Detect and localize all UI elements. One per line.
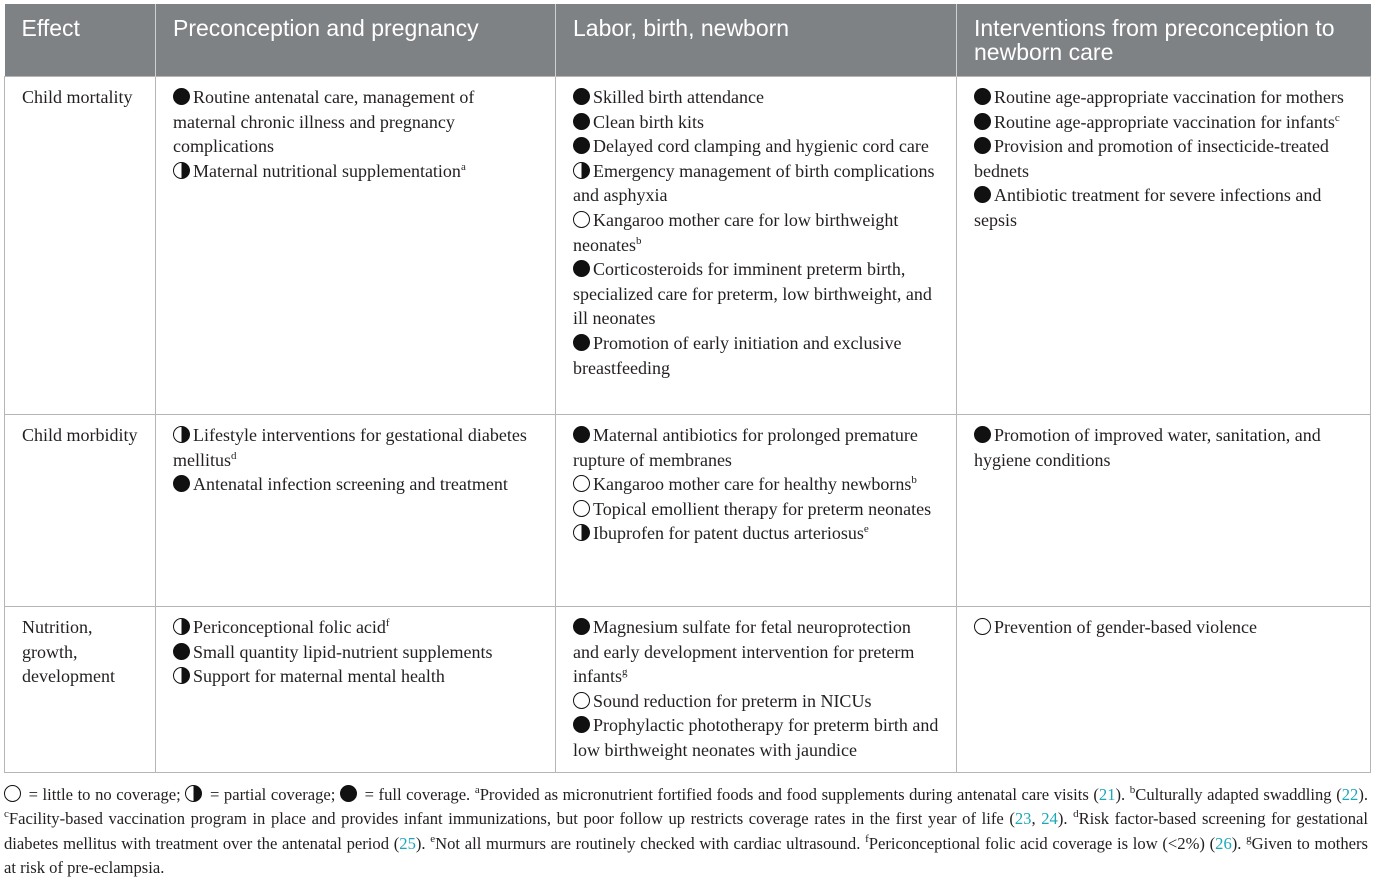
intervention-text: Antibiotic treatment for severe infections and sepsis xyxy=(974,185,1322,230)
partial-coverage-circle-icon xyxy=(573,162,590,179)
intervention-item xyxy=(974,110,1353,135)
intervention-text: Clean birth kits xyxy=(593,111,704,132)
full-coverage-circle-icon xyxy=(974,186,991,203)
footnote-mark: b xyxy=(635,234,642,247)
intervention-item xyxy=(573,521,939,546)
table-row xyxy=(5,77,1371,415)
footnote-tail: ). xyxy=(1231,833,1247,853)
interventions-cell xyxy=(957,607,1371,773)
intervention-item xyxy=(173,640,538,665)
full-coverage-circle-icon xyxy=(573,260,590,277)
intervention-text: Support for maternal mental health xyxy=(193,666,445,687)
no-coverage-circle-icon xyxy=(974,618,991,635)
header-effect: Effect xyxy=(5,4,156,77)
reference-link[interactable]: 21 xyxy=(1098,785,1116,804)
full-coverage-circle-icon xyxy=(974,113,991,130)
footnote-mark: f xyxy=(385,617,390,629)
intervention-item xyxy=(573,689,939,714)
interventions-table xyxy=(4,4,1371,773)
full-coverage-circle-icon xyxy=(573,113,590,130)
intervention-text: Lifestyle interventions for gestational diabetes mellitus xyxy=(173,425,527,470)
full-coverage-circle-icon xyxy=(974,88,991,105)
intervention-text: Ibuprofen for patent ductus arteriosus xyxy=(593,523,864,544)
no-coverage-circle-icon xyxy=(573,500,590,517)
footnote-tail: ). xyxy=(415,833,431,853)
labor-cell xyxy=(556,77,957,415)
footnote-mark: e xyxy=(863,523,869,536)
pregnancy-cell xyxy=(156,415,556,607)
reference-link[interactable]: 25 xyxy=(399,833,416,853)
header-row xyxy=(5,4,1371,77)
footnote-mark: g xyxy=(622,666,628,679)
intervention-text: Skilled birth attendance xyxy=(593,87,764,107)
pregnancy-cell xyxy=(156,607,556,773)
intervention-item xyxy=(573,159,939,208)
partial-coverage-circle-icon xyxy=(173,162,190,179)
footnote-tail: ). xyxy=(1115,785,1130,804)
labor-cell xyxy=(556,415,957,607)
full-coverage-circle-icon xyxy=(173,88,190,105)
table-row xyxy=(5,415,1371,607)
intervention-text: Promotion of improved water, sanitation, and hygiene conditions xyxy=(974,425,1321,470)
footnote-mark: b xyxy=(1129,784,1136,796)
footnote-text: Not all murmurs are routinely checked with cardiac ultrasound. xyxy=(435,833,866,853)
no-coverage-circle-icon xyxy=(4,785,21,802)
full-coverage-circle-icon xyxy=(573,716,590,733)
footnote-tail: ). xyxy=(1358,785,1368,804)
intervention-text: Antenatal infection screening and treatment xyxy=(193,474,508,495)
intervention-item xyxy=(573,615,939,689)
footnote-mark: c xyxy=(1334,111,1340,124)
interventions-cell xyxy=(957,415,1371,607)
intervention-item xyxy=(173,664,538,689)
partial-coverage-circle-icon xyxy=(173,426,190,443)
footnote-mark: g xyxy=(1246,832,1252,845)
partial-coverage-circle-icon xyxy=(173,618,190,635)
footnote-text: Risk factor-based screening for gestational diabetes mellitus with treatment over the antenatal period ( xyxy=(4,809,1368,853)
footnote-text: Facility-based vaccination program in place and provides infant immunizations, but poor follow up restricts coverage rates in the first year of life ( xyxy=(8,809,1015,829)
full-coverage-circle-icon xyxy=(173,475,190,492)
intervention-text: Provision and promotion of insecticide-treated bednets xyxy=(974,136,1329,181)
intervention-text: Routine age-appropriate vaccination for mothers xyxy=(994,87,1344,107)
partial-coverage-circle-icon xyxy=(173,667,190,684)
intervention-item xyxy=(573,331,939,380)
footnote-mark: b xyxy=(911,474,917,487)
reference-link[interactable]: 23 xyxy=(1014,809,1032,829)
footnote-tail: ). xyxy=(1057,809,1074,829)
footnote-mark: f xyxy=(865,832,869,845)
intervention-item xyxy=(573,423,939,472)
footnote-mark: c xyxy=(4,808,9,821)
pregnancy-cell xyxy=(156,77,556,415)
full-coverage-circle-icon xyxy=(573,618,590,635)
footnote-text: Periconceptional folic acid coverage is low (<2%) ( xyxy=(868,833,1216,853)
no-coverage-circle-icon xyxy=(573,692,590,709)
intervention-text: Prevention of gender-based violence xyxy=(994,617,1258,637)
full-coverage-circle-icon xyxy=(573,426,590,443)
labor-cell xyxy=(556,607,957,773)
footnote-mark: a xyxy=(474,784,480,796)
intervention-text: Delayed cord clamping and hygienic cord care xyxy=(593,136,929,157)
intervention-text: Maternal antibiotics for prolonged premature rupture of membranes xyxy=(573,425,918,470)
intervention-text: Routine antenatal care, management of maternal chronic illness and pregnancy complications xyxy=(173,87,475,157)
intervention-item xyxy=(974,183,1353,232)
intervention-text: Emergency management of birth complications and asphyxia xyxy=(573,160,935,206)
footnote-mark: a xyxy=(460,160,466,173)
intervention-text: Sound reduction for preterm in NICUs xyxy=(593,690,872,711)
intervention-text: Periconceptional folic acid xyxy=(193,617,386,637)
footnote-text: Provided as micronutrient fortified foods and food supplements during antenatal care visits ( xyxy=(479,785,1099,804)
table-footnote: = little to no coverage; = partial coverage; = full coverage. $^a$Provided as micronutrient fortified foods and food supplements during antenatal care visits (21). $^b$Culturally adapted swaddling (22). $^c$Facility-based vaccination program in place and provides infant immunizations, but poor follow up restricts coverage rates in the first year of life (23, 24). $^d$Risk factor-based screening for gestational diabetes mellitus with treatment over the antenatal period (25). $^e$Not all murmurs are routinely checked with cardiac ultrasound. $^f$Periconceptional folic acid coverage is low (<2%) (26). $^g$Given to mothers at risk of pre-eclampsia. xyxy=(4,784,1369,878)
full-coverage-circle-icon xyxy=(573,88,590,105)
footnote-text: Culturally adapted swaddling ( xyxy=(1135,785,1342,804)
intervention-item xyxy=(573,208,939,257)
effect-cell: Child mortality xyxy=(5,77,156,415)
intervention-text: Kangaroo mother care for healthy newborns xyxy=(593,474,912,495)
intervention-item xyxy=(573,713,939,762)
intervention-item xyxy=(573,472,939,497)
intervention-text: Promotion of early initiation and exclusive breastfeeding xyxy=(573,332,902,378)
intervention-item xyxy=(974,85,1353,110)
full-coverage-circle-icon xyxy=(974,137,991,154)
intervention-text: Routine age-appropriate vaccination for infants xyxy=(994,111,1335,132)
no-coverage-circle-icon xyxy=(573,475,590,492)
intervention-item xyxy=(173,159,538,184)
no-coverage-circle-icon xyxy=(573,211,590,228)
footnote-mark: d xyxy=(1073,808,1079,821)
footnote-mark: e xyxy=(430,832,436,845)
intervention-item xyxy=(173,615,538,640)
intervention-item xyxy=(974,423,1353,472)
intervention-text: Magnesium sulfate for fetal neuroprotection and early development intervention for preterm infants xyxy=(573,617,915,687)
header-labor: Labor, birth, newborn xyxy=(556,4,957,77)
interventions-cell xyxy=(957,77,1371,415)
header-interventions: Interventions from preconception to newborn care xyxy=(957,4,1371,77)
footnote-mark: d xyxy=(231,449,237,462)
intervention-text: Small quantity lipid-nutrient supplements xyxy=(193,641,493,662)
effect-cell: Nutrition, growth, development xyxy=(5,607,156,773)
reference-link[interactable]: 26 xyxy=(1215,833,1232,853)
intervention-text: Prophylactic phototherapy for preterm birth and low birthweight neonates with jaundice xyxy=(573,715,939,760)
legend-label: = full coverage. xyxy=(359,785,475,804)
legend-label: = little to no coverage; xyxy=(24,785,186,804)
intervention-item xyxy=(173,472,538,497)
intervention-text: Maternal nutritional supplementation xyxy=(193,160,461,181)
partial-coverage-circle-icon xyxy=(185,785,202,802)
full-coverage-circle-icon xyxy=(173,643,190,660)
intervention-item xyxy=(974,615,1353,640)
effect-cell: Child morbidity xyxy=(5,415,156,607)
intervention-item xyxy=(573,257,939,331)
header-pregnancy: Preconception and pregnancy xyxy=(156,4,556,77)
intervention-item xyxy=(974,134,1353,183)
footnote-text: Given to mothers at risk of pre-eclampsia. xyxy=(4,833,1369,878)
full-coverage-circle-icon xyxy=(974,426,991,443)
intervention-item xyxy=(173,423,538,472)
full-coverage-circle-icon xyxy=(340,785,357,802)
intervention-item xyxy=(573,85,939,110)
full-coverage-circle-icon xyxy=(573,137,590,154)
intervention-item xyxy=(573,110,939,135)
legend-label: = partial coverage; xyxy=(205,785,340,804)
intervention-text: Topical emollient therapy for preterm neonates xyxy=(593,498,932,519)
intervention-item xyxy=(573,134,939,159)
table-row xyxy=(5,607,1371,773)
partial-coverage-circle-icon xyxy=(573,524,590,541)
intervention-item xyxy=(573,497,939,522)
reference-link[interactable]: 22 xyxy=(1341,785,1359,804)
full-coverage-circle-icon xyxy=(573,334,590,351)
reference-link[interactable]: 24 xyxy=(1041,809,1058,829)
intervention-text: Corticosteroids for imminent preterm birth, specialized care for preterm, low birthweight, and ill neonates xyxy=(573,259,932,329)
intervention-item xyxy=(173,85,538,159)
intervention-text: Kangaroo mother care for low birthweight neonates xyxy=(573,209,899,255)
